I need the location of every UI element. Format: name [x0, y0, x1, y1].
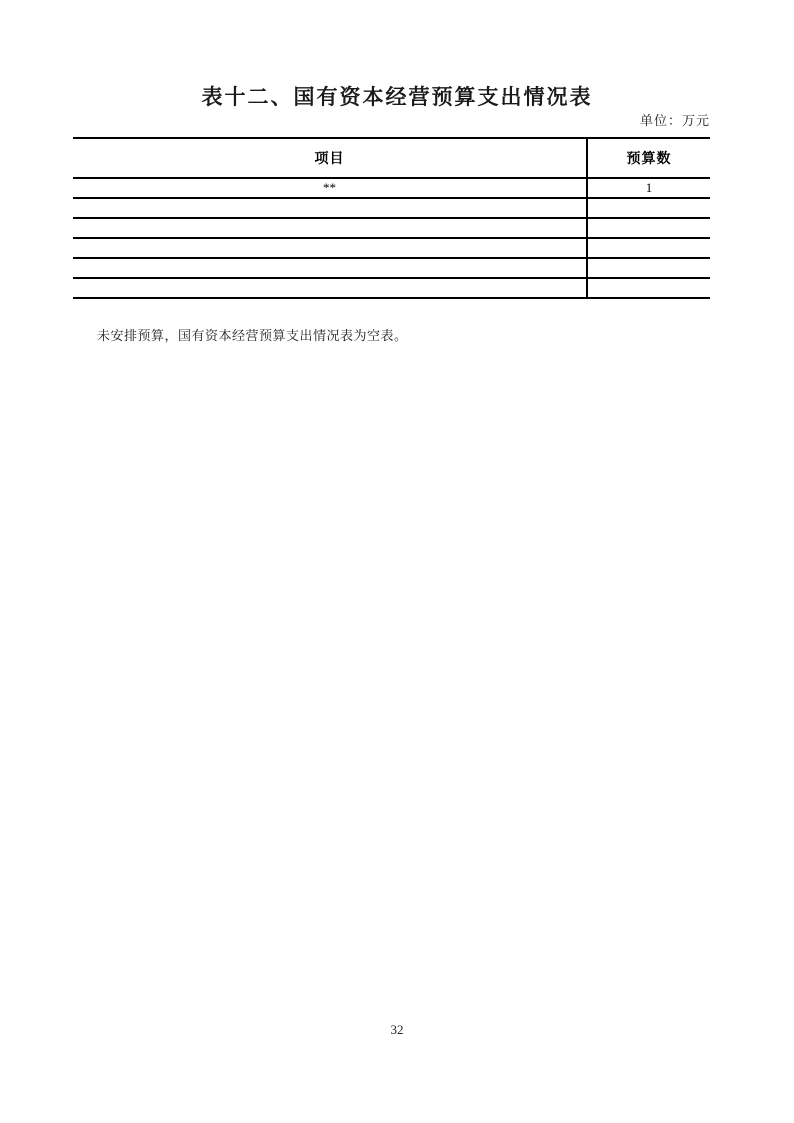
budget-cell — [587, 258, 710, 278]
item-cell — [73, 218, 587, 238]
item-cell — [73, 238, 587, 258]
table-header-row — [73, 138, 710, 178]
budget-cell — [587, 238, 710, 258]
table-row — [73, 218, 710, 238]
item-cell: ** — [323, 180, 336, 195]
table-row — [73, 178, 710, 198]
table-note: 未安排预算，国有资本经营预算支出情况表为空表。 — [97, 328, 408, 343]
budget-cell — [587, 198, 710, 218]
column-header-item: 项目 — [314, 152, 345, 167]
table-row — [73, 238, 710, 258]
item-cell — [73, 198, 587, 218]
table-row — [73, 258, 710, 278]
page-title: 表十二、国有资本经营预算支出情况表 — [201, 85, 593, 109]
budget-cell: 1 — [587, 178, 710, 198]
item-cell — [73, 258, 587, 278]
column-header-budget: 预算数 — [587, 138, 710, 178]
table-row — [73, 278, 710, 298]
budget-cell — [587, 278, 710, 298]
budget-expenditure-table — [73, 137, 710, 299]
budget-cell — [587, 218, 710, 238]
unit-label: 单位：万元 — [639, 113, 710, 128]
item-cell — [73, 278, 587, 298]
page-number: 32 — [390, 1022, 404, 1037]
table-row — [73, 198, 710, 218]
